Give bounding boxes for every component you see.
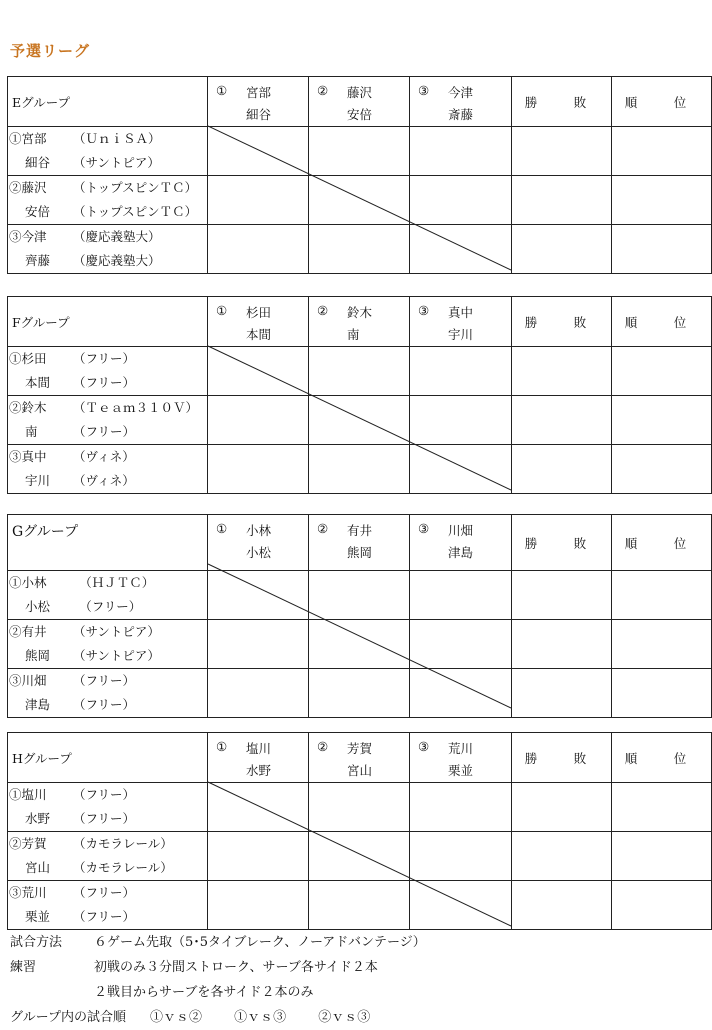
score-cell[interactable] [612,620,712,669]
player-name-2: 栗並 [25,909,51,924]
league-table [7,514,712,718]
player-pair [8,127,208,176]
score-cell[interactable] [410,783,512,832]
player-club-2: （フリー） [73,697,136,712]
table-row [8,127,712,176]
score-cell[interactable] [612,783,712,832]
score-cell[interactable] [512,225,612,274]
table-row [8,669,712,718]
table-row [8,783,712,832]
player-club-1: （カモラレール） [73,836,173,851]
opponent-name-2: 宇川 [448,327,474,342]
score-cell[interactable] [410,347,512,396]
opponent-name-1: 荒川 [448,741,474,756]
player-number: ② [9,836,22,851]
practice-label: 練習 [10,960,37,975]
score-cell[interactable] [612,832,712,881]
player-club-1: （ヴィネ） [73,449,135,464]
table-row [8,445,712,494]
league-table [7,296,712,494]
score-cell[interactable] [208,620,309,669]
league-table [7,76,712,274]
opponent-header [309,297,410,347]
opponent-name-2: 斎藤 [448,107,474,122]
score-cell[interactable] [309,881,410,930]
result-header: 勝 敗 [512,77,612,127]
player-pair [8,445,208,494]
notes-method-row [10,930,426,955]
opponent-number: ③ [418,521,430,536]
player-club-1: （慶応義塾大） [73,229,161,244]
opponent-name-1: 鈴木 [347,305,373,320]
opponent-header [208,733,309,783]
player-number: ② [9,400,22,415]
player-club-1: （ＵｎｉＳＡ） [73,131,161,146]
page-title: 予選リーグ [10,42,91,60]
player-pair [8,571,208,620]
league-table [7,732,712,930]
group-name: Gグループ [8,515,208,571]
opponent-name-1: 真中 [448,305,474,320]
score-cell[interactable] [410,832,512,881]
table-row [8,620,712,669]
score-cell[interactable] [512,445,612,494]
score-cell[interactable] [208,669,309,718]
score-cell[interactable] [612,127,712,176]
score-cell[interactable] [512,881,612,930]
notes [10,930,426,1030]
player-name-1: 川畑 [21,673,47,688]
player-club-2: （フリー） [73,909,136,924]
group-table-1 [7,296,711,494]
score-cell[interactable] [410,127,512,176]
opponent-name-1: 川畑 [448,523,474,538]
player-club-2: （ヴィネ） [73,473,135,488]
opponent-number: ③ [418,303,430,318]
score-cell[interactable] [309,127,410,176]
player-number: ② [9,180,22,195]
score-cell[interactable] [309,176,410,225]
opponent-name-1: 今津 [448,85,474,100]
opponent-number: ③ [418,83,430,98]
player-pair [8,620,208,669]
opponent-number: ② [317,83,329,98]
opponent-header [309,515,410,571]
player-club-1: （サントピア） [73,624,160,639]
opponent-name-1: 宮部 [246,85,272,100]
player-name-1: 今津 [21,229,47,244]
player-club-2: （サントピア） [73,648,160,663]
rank-header: 順 位 [612,733,712,783]
player-name-1: 藤沢 [21,180,47,195]
opponent-number: ① [216,83,228,98]
score-cell[interactable] [309,783,410,832]
score-cell[interactable] [612,176,712,225]
group-name: Hグループ [8,733,208,783]
opponent-name-2: 津島 [448,545,474,560]
player-name-1: 真中 [21,449,47,464]
score-cell[interactable] [512,347,612,396]
player-name-1: 鈴木 [21,400,47,415]
player-name-1: 芳賀 [21,836,47,851]
opponent-name-2: 細谷 [246,107,272,122]
rank-header: 順 位 [612,515,712,571]
opponent-name-1: 藤沢 [347,85,373,100]
method-label: 試合方法 [10,935,63,950]
score-cell[interactable] [410,225,512,274]
opponent-name-2: 栗並 [448,763,474,778]
player-name-2: 齊藤 [25,253,51,268]
group-name: Eグループ [8,77,208,127]
table-row [8,832,712,881]
score-cell[interactable] [410,669,512,718]
player-name-1: 宮部 [21,131,47,146]
order-item: ①ｖｓ② [149,1010,202,1025]
opponent-name-2: 熊岡 [347,545,373,560]
player-name-1: 有井 [21,624,47,639]
opponent-header [410,77,512,127]
player-name-2: 宮山 [25,860,51,875]
player-number: ① [9,351,22,366]
player-name-2: 水野 [25,811,51,826]
score-cell[interactable] [208,396,309,445]
player-club-1: （ＨＪＴＣ） [73,575,155,590]
player-name-2: 細谷 [25,155,51,170]
opponent-number: ② [317,303,329,318]
score-cell[interactable] [410,445,512,494]
player-pair [8,881,208,930]
opponent-number: ① [216,521,228,536]
player-pair [8,225,208,274]
player-name-1: 小林 [21,575,47,590]
opponent-number: ① [216,303,228,318]
player-club-2: （フリー） [73,811,136,826]
opponent-header [208,515,309,571]
score-cell[interactable] [512,127,612,176]
opponent-header [309,733,410,783]
opponent-name-2: 水野 [246,763,272,778]
score-cell[interactable] [309,225,410,274]
player-club-1: （フリー） [73,885,136,900]
table-row [8,396,712,445]
player-name-2: 熊岡 [25,648,51,663]
player-number: ① [9,131,22,146]
group-table-3 [7,732,711,930]
practice-value-1: 初戦のみ３分間ストローク、サーブ各サイド２本 [94,960,378,975]
score-cell[interactable] [309,396,410,445]
player-pair [8,396,208,445]
opponent-header [410,733,512,783]
order-item: ①ｖｓ③ [234,1010,287,1025]
group-name: Fグループ [8,297,208,347]
opponent-name-2: 宮山 [347,763,373,778]
opponent-number: ② [317,521,329,536]
score-cell[interactable] [410,176,512,225]
player-club-2: （慶応義塾大） [73,253,161,268]
player-number: ② [9,624,22,639]
player-name-2: 安倍 [25,204,51,219]
score-cell[interactable] [612,225,712,274]
opponent-name-1: 有井 [347,523,373,538]
result-header: 勝 敗 [512,733,612,783]
table-row [8,571,712,620]
player-number: ③ [9,885,22,900]
score-cell[interactable] [309,669,410,718]
player-pair [8,669,208,718]
score-cell[interactable] [208,347,309,396]
score-cell[interactable] [208,176,309,225]
score-cell[interactable] [512,396,612,445]
score-cell[interactable] [612,445,712,494]
order-label: グループ内の試合順 [10,1010,126,1025]
score-cell[interactable] [410,396,512,445]
player-pair [8,832,208,881]
opponent-name-2: 小松 [246,545,272,560]
score-cell[interactable] [208,571,309,620]
method-value: ６ゲーム先取（5･5タイブレーク、ノーアドバンテージ） [94,935,426,950]
score-cell[interactable] [410,571,512,620]
player-club-2: （サントピア） [73,155,160,170]
order-list [150,1005,398,1030]
opponent-name-1: 芳賀 [347,741,373,756]
score-cell[interactable] [512,783,612,832]
group-table-2 [7,514,711,718]
player-name-2: 本間 [25,375,51,390]
player-name-2: 南 [25,424,38,439]
player-name-1: 荒川 [21,885,47,900]
player-number: ① [9,787,22,802]
table-row [8,176,712,225]
opponent-number: ① [216,739,228,754]
score-cell[interactable] [309,445,410,494]
score-cell[interactable] [309,620,410,669]
opponent-header [208,77,309,127]
opponent-number: ③ [418,739,430,754]
player-club-1: （フリー） [73,673,136,688]
opponent-header [208,297,309,347]
player-name-2: 小松 [25,599,51,614]
score-cell[interactable] [612,881,712,930]
table-row [8,347,712,396]
table-row [8,881,712,930]
score-cell[interactable] [512,669,612,718]
score-cell[interactable] [309,347,410,396]
player-club-2: （フリー） [73,424,136,439]
player-number: ① [9,575,22,590]
player-club-1: （トップスピンＴＣ） [73,180,198,195]
opponent-header [410,297,512,347]
score-cell[interactable] [512,832,612,881]
opponent-name-2: 南 [347,327,360,342]
player-pair [8,783,208,832]
result-header: 勝 敗 [512,297,612,347]
player-name-1: 杉田 [21,351,47,366]
score-cell[interactable] [612,347,712,396]
player-club-2: （フリー） [73,375,136,390]
player-name-2: 津島 [25,697,51,712]
player-club-2: （カモラレール） [73,860,173,875]
player-name-1: 塩川 [21,787,47,802]
player-pair [8,176,208,225]
player-name-2: 宇川 [25,473,51,488]
score-cell[interactable] [612,571,712,620]
result-header: 勝 敗 [512,515,612,571]
score-cell[interactable] [410,881,512,930]
score-cell[interactable] [512,176,612,225]
opponent-name-1: 塩川 [246,741,272,756]
player-club-1: （フリー） [73,351,136,366]
score-cell[interactable] [208,783,309,832]
table-row [8,225,712,274]
group-table-0 [7,76,711,274]
score-cell[interactable] [208,127,309,176]
notes-practice-row-2 [10,980,426,1005]
notes-practice-row [10,955,426,980]
player-number: ③ [9,229,22,244]
player-number: ③ [9,673,22,688]
score-cell[interactable] [309,571,410,620]
score-cell[interactable] [208,225,309,274]
score-cell[interactable] [208,445,309,494]
practice-value-2: ２戦目からサーブを各サイド２本のみ [94,985,314,1000]
player-number: ③ [9,449,22,464]
score-cell[interactable] [410,620,512,669]
score-cell[interactable] [612,396,712,445]
score-cell[interactable] [309,832,410,881]
score-cell[interactable] [208,881,309,930]
opponent-name-2: 安倍 [347,107,373,122]
notes-order-row [10,1005,426,1030]
player-pair [8,347,208,396]
player-club-1: （フリー） [73,787,136,802]
player-club-1: （Ｔｅａｍ３１０Ｖ） [73,400,199,415]
score-cell[interactable] [512,571,612,620]
opponent-number: ② [317,739,329,754]
score-cell[interactable] [512,620,612,669]
opponent-name-1: 小林 [246,523,272,538]
opponent-header [410,515,512,571]
opponent-header [309,77,410,127]
rank-header: 順 位 [612,77,712,127]
player-club-2: （トップスピンＴＣ） [73,204,198,219]
opponent-name-1: 杉田 [246,305,272,320]
opponent-name-2: 本間 [246,327,272,342]
player-club-2: （フリー） [73,599,142,614]
rank-header: 順 位 [612,297,712,347]
score-cell[interactable] [208,832,309,881]
order-item: ②ｖｓ③ [318,1010,371,1025]
score-cell[interactable] [612,669,712,718]
